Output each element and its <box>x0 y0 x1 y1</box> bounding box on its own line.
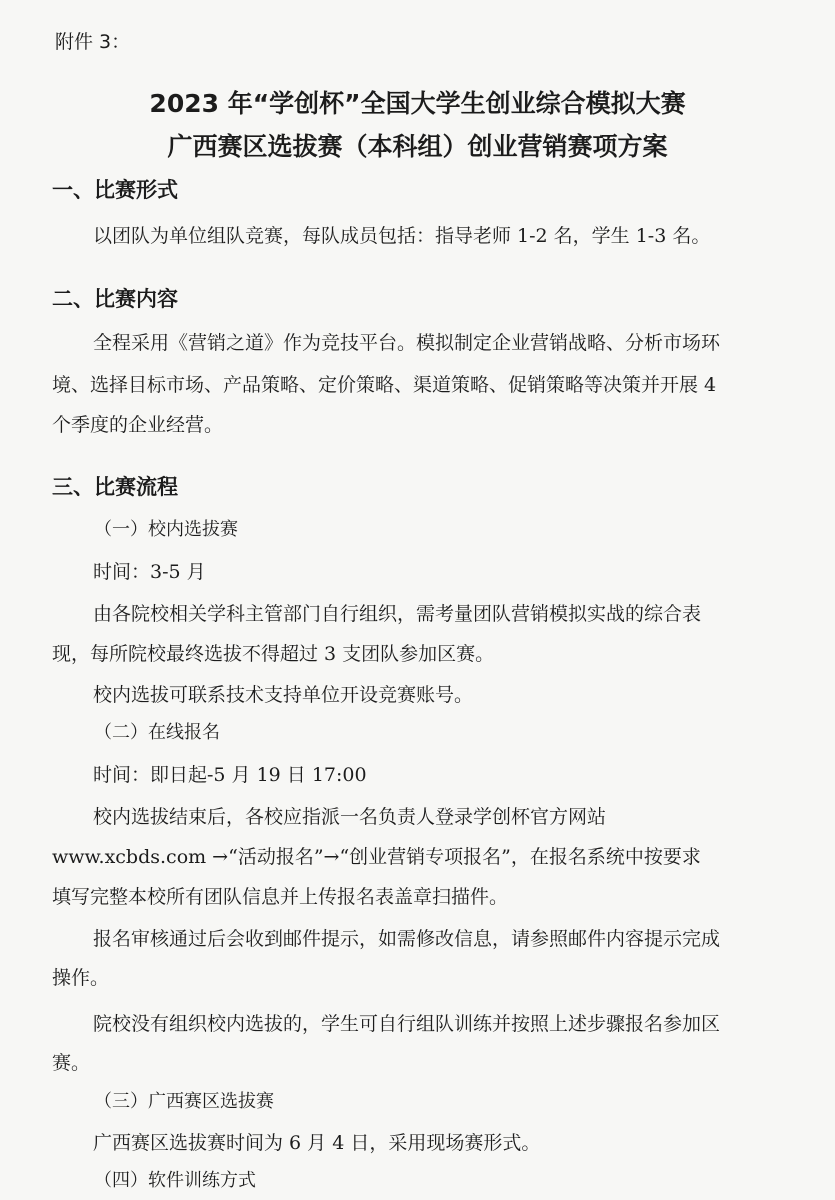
paragraph-line: 全程采用《营销之道》作为竞技平台。模拟制定企业营销战略、分析市场环 <box>93 332 721 354</box>
paragraph-format: 以团队为单位组队竞赛，每队成员包括：指导老师 1-2 名，学生 1-3 名。 <box>93 225 711 247</box>
section-heading-content: 二、比赛内容 <box>52 287 178 311</box>
paragraph-line: 赛。 <box>52 1052 91 1074</box>
document-title-line-1: 2023 年“学创杯”全国大学生创业综合模拟大赛 <box>149 89 686 118</box>
document-title-line-2: 广西赛区选拔赛（本科组）创业营销赛项方案 <box>167 132 668 161</box>
time-line: 时间：3-5 月 <box>93 561 206 583</box>
paragraph-line: 填写完整本校所有团队信息并上传报名表盖章扫描件。 <box>52 886 509 908</box>
paragraph-line: 报名审核通过后会收到邮件提示，如需修改信息，请参照邮件内容提示完成 <box>93 928 721 950</box>
paragraph-line: 境、选择目标市场、产品策略、定价策略、渠道策略、促销策略等决策并开展 4 <box>52 374 717 396</box>
time-line: 时间：即日起-5 月 19 日 17:00 <box>93 764 367 786</box>
subsection-heading: （二）在线报名 <box>94 722 220 743</box>
subsection-heading: （三）广西赛区选拔赛 <box>94 1091 274 1112</box>
paragraph-line: 校内选拔可联系技术支持单位开设竞赛账号。 <box>93 684 474 706</box>
paragraph-line: 由各院校相关学科主管部门自行组织，需考量团队营销模拟实战的综合表 <box>93 603 702 625</box>
paragraph-line: 操作。 <box>52 967 110 989</box>
paragraph-line: 校内选拔结束后，各校应指派一名负责人登录学创杯官方网站 <box>93 806 607 828</box>
section-heading-format: 一、比赛形式 <box>52 178 178 202</box>
paragraph-line: 广西赛区选拔赛时间为 6 月 4 日，采用现场赛形式。 <box>93 1132 541 1154</box>
subsection-heading: （四）软件训练方式 <box>94 1170 256 1191</box>
paragraph-line: www.xcbds.com →“活动报名”→“创业营销专项报名”，在报名系统中按要求 <box>52 846 701 868</box>
attachment-label: 附件 3： <box>55 31 131 53</box>
paragraph-line: 院校没有组织校内选拔的，学生可自行组队训练并按照上述步骤报名参加区 <box>93 1013 721 1035</box>
subsection-heading: （一）校内选拔赛 <box>94 519 238 540</box>
paragraph-line: 现，每所院校最终选拔不得超过 3 支团队参加区赛。 <box>52 643 495 665</box>
paragraph-line: 个季度的企业经营。 <box>52 414 224 436</box>
section-heading-process: 三、比赛流程 <box>52 475 178 499</box>
